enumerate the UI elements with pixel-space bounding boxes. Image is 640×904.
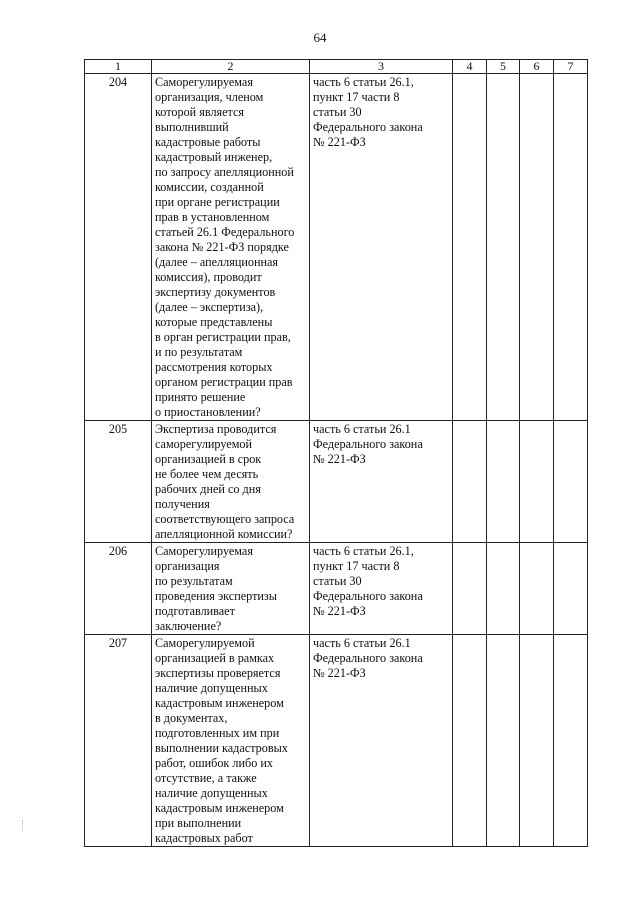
reference-line: № 221-ФЗ	[313, 452, 366, 466]
question-line: (далее – экспертиза),	[155, 300, 264, 314]
table-body	[85, 74, 588, 847]
reference-line: Федерального закона	[313, 651, 423, 665]
question-line: подготавливает	[155, 604, 235, 618]
not-applicable-cell	[520, 74, 554, 421]
question-line: органом регистрации прав	[155, 375, 293, 389]
question-line: соответствующего запроса	[155, 512, 295, 526]
not-applicable-cell	[520, 635, 554, 847]
reference-line: часть 6 статьи 26.1,	[313, 544, 414, 558]
question-line: в документах,	[155, 711, 228, 725]
page-number: 64	[313, 30, 327, 45]
header-col-3: 3	[310, 60, 453, 74]
legal-reference	[310, 421, 453, 543]
question-line: Саморегулируемая	[155, 75, 253, 89]
question-line: экспертизы проверяется	[155, 666, 281, 680]
scan-speck	[22, 820, 25, 832]
reference-line: статьи 30	[313, 574, 362, 588]
requirement-question	[152, 74, 310, 421]
table-row	[85, 635, 588, 847]
question-line: организация, членом	[155, 90, 264, 104]
question-line: не более чем десять	[155, 467, 259, 481]
question-line: организацией в срок	[155, 452, 262, 466]
reference-line: Федерального закона	[313, 437, 423, 451]
question-line: выполнении кадастровых	[155, 741, 288, 755]
question-line: в орган регистрации прав,	[155, 330, 291, 344]
answer-yes-cell	[453, 635, 487, 847]
reference-line: часть 6 статьи 26.1	[313, 422, 411, 436]
question-line: при органе регистрации	[155, 195, 280, 209]
question-line: заключение?	[155, 619, 222, 633]
table-row	[85, 543, 588, 635]
header-col-4: 4	[453, 60, 487, 74]
requirement-question	[152, 421, 310, 543]
header-col-1: 1	[85, 60, 152, 74]
question-line: кадастровые работы	[155, 135, 261, 149]
not-applicable-cell	[520, 543, 554, 635]
answer-yes-cell	[453, 421, 487, 543]
table-row	[85, 421, 588, 543]
question-line: о приостановлении?	[155, 405, 261, 419]
question-line: Саморегулируемой	[155, 636, 255, 650]
question-line: закона № 221-ФЗ порядке	[155, 240, 289, 254]
note-cell	[554, 543, 588, 635]
question-line: при выполнении	[155, 816, 242, 830]
question-line: комиссия), проводит	[155, 270, 262, 284]
question-line: рассмотрения которых	[155, 360, 273, 374]
reference-line: Федерального закона	[313, 120, 423, 134]
header-col-2: 2	[152, 60, 310, 74]
question-line: организация	[155, 559, 220, 573]
requirement-question	[152, 543, 310, 635]
question-line: комиссии, созданной	[155, 180, 264, 194]
question-line: по результатам	[155, 574, 233, 588]
not-applicable-cell	[520, 421, 554, 543]
question-line: экспертизу документов	[155, 285, 276, 299]
answer-yes-cell	[453, 74, 487, 421]
question-line: прав в установленном	[155, 210, 270, 224]
requirement-question	[152, 635, 310, 847]
note-cell	[554, 421, 588, 543]
note-cell	[554, 74, 588, 421]
reference-line: № 221-ФЗ	[313, 604, 366, 618]
legal-reference	[310, 543, 453, 635]
question-line: отсутствие, а также	[155, 771, 257, 785]
answer-no-cell	[487, 543, 520, 635]
question-line: подготовленных им при	[155, 726, 280, 740]
header-col-7: 7	[554, 60, 588, 74]
question-line: апелляционной комиссии?	[155, 527, 293, 541]
reference-line: пункт 17 части 8	[313, 90, 400, 104]
question-line: и по результатам	[155, 345, 243, 359]
header-row	[85, 60, 588, 74]
question-line: организацией в рамках	[155, 651, 275, 665]
reference-line: статьи 30	[313, 105, 362, 119]
question-line: кадастровый инженер,	[155, 150, 273, 164]
question-line: проведения экспертизы	[155, 589, 277, 603]
question-line: статьей 26.1 Федерального	[155, 225, 295, 239]
answer-yes-cell	[453, 543, 487, 635]
question-line: принято решение	[155, 390, 246, 404]
row-number: 207	[85, 635, 152, 847]
question-line: рабочих дней со дня	[155, 482, 261, 496]
row-number: 205	[85, 421, 152, 543]
legal-reference	[310, 74, 453, 421]
question-line: Экспертиза проводится	[155, 422, 277, 436]
question-line: по запросу апелляционной	[155, 165, 294, 179]
question-line: (далее – апелляционная	[155, 255, 279, 269]
reference-line: часть 6 статьи 26.1,	[313, 75, 414, 89]
row-number: 206	[85, 543, 152, 635]
question-line: получения	[155, 497, 210, 511]
question-line: кадастровым инженером	[155, 801, 284, 815]
question-line: которой является	[155, 105, 245, 119]
question-line: которые представлены	[155, 315, 273, 329]
question-line: работ, ошибок либо их	[155, 756, 273, 770]
reference-line: часть 6 статьи 26.1	[313, 636, 411, 650]
header-col-5: 5	[487, 60, 520, 74]
reference-line: № 221-ФЗ	[313, 666, 366, 680]
answer-no-cell	[487, 74, 520, 421]
legal-reference	[310, 635, 453, 847]
question-line: Саморегулируемая	[155, 544, 253, 558]
row-number: 204	[85, 74, 152, 421]
question-line: кадастровых работ	[155, 831, 253, 845]
question-line: кадастровым инженером	[155, 696, 284, 710]
table-row	[85, 74, 588, 421]
answer-no-cell	[487, 635, 520, 847]
note-cell	[554, 635, 588, 847]
header-col-6: 6	[520, 60, 554, 74]
checklist-table	[84, 59, 588, 847]
question-line: наличие допущенных	[155, 786, 268, 800]
reference-line: пункт 17 части 8	[313, 559, 400, 573]
question-line: саморегулируемой	[155, 437, 253, 451]
reference-line: Федерального закона	[313, 589, 423, 603]
question-line: наличие допущенных	[155, 681, 268, 695]
answer-no-cell	[487, 421, 520, 543]
reference-line: № 221-ФЗ	[313, 135, 366, 149]
question-line: выполнивший	[155, 120, 229, 134]
